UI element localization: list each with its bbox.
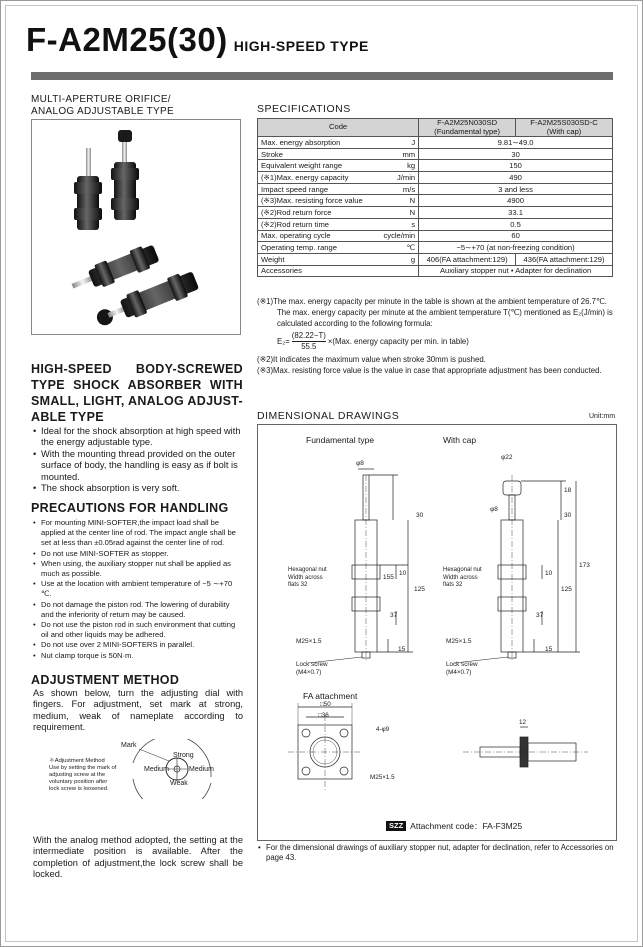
formula-denominator: 55.5 [301,342,317,351]
spec-label-text: Max. resisting force value [276,196,363,206]
spec-label-text: Max. energy capacity [276,172,349,182]
dial-medium-left-label: Medium [144,766,169,773]
formula-fraction [292,331,326,352]
spec-unit: s [377,218,419,230]
hexnut-width-label: Width across [288,574,323,581]
spec-label: Max. energy absorption [258,137,377,149]
shock-absorber-illustration [32,120,240,334]
spec-row-weight [258,253,613,265]
spec-row [258,195,613,207]
fa-attachment-label: FA attachment [303,691,358,701]
dial-medium-right-label: Medium [189,766,214,773]
spec-value: 490 [419,172,613,184]
adjustment-note [49,758,129,793]
formula-numerator: (82.22−T) [291,331,326,340]
spec-row [258,242,613,254]
spec-col-cap [516,119,613,137]
spec-unit: cycle/min [377,230,419,242]
spec-row [258,148,613,160]
spec-body [258,137,613,254]
precaution-item: • For mounting MINI-SOFTER,the impact load shall be applied at the center line of rod. The impact angle shall be set at less than ±0.05rad against the center line of rod. [33,518,243,549]
spec-label [258,218,377,230]
spec-value: 3 and less [419,183,613,195]
dimensional-drawings [257,424,617,841]
dim-173: 173 [579,562,590,569]
spec-label: Accessories [258,265,419,277]
dim-30-cap: 30 [564,512,572,519]
spec-unit: N [377,207,419,219]
spec-label: Impact speed range [258,183,377,195]
spec-row [258,207,613,219]
intro-heading [31,361,243,425]
intro-heading-line: ABLE TYPE [31,410,104,424]
adjustment-note-line: lock screw is loosened. [49,786,109,792]
hexnut-callout [288,567,327,590]
spec-row-accessories [258,265,613,277]
spec-col-fundamental [419,119,516,137]
model-type: HIGH-SPEED TYPE [233,38,369,54]
dim-155: 155 [383,574,394,581]
adjustment-note-line: adjusting screw at the [49,772,106,778]
adjustment-heading: ADJUSTMENT METHOD [31,673,180,687]
spec-label: Max. operating cycle [258,230,377,242]
spec-notes [257,296,615,376]
attachment-code-text: Attachment code：FA-F3M25 [410,821,523,831]
spec-note-ref: (※2) [261,219,277,229]
spec-label: Weight [258,253,377,265]
adjustment-closing: With the analog method adopted, the setting at the intermediate position is available. After the completion of adjustment,the lock screw shall be locked. [33,835,243,880]
fundamental-type-label: Fundamental type [306,435,375,445]
spec-unit: mm [377,148,419,160]
dial-mark-label: Mark [121,742,137,749]
spec-note-ref: (※1) [261,172,277,182]
subtitle-line: ANALOG ADJUSTABLE TYPE [31,106,174,117]
intro-bullet: • Ideal for the shock absorption at high speed with the energy adjustable type. [33,426,243,449]
attachment-code-badge: SZZ [386,821,406,831]
dim-15: 15 [398,646,406,653]
hexnut-label: Hexagonal nut [288,567,327,573]
hexnut-flats-label: flats 32 [288,582,308,588]
spec-value: 0.5 [419,218,613,230]
intro-heading-line: SMALL, LIGHT, ANALOG ADJUST- [31,394,243,408]
spec-label-text: Rod return time [276,219,329,229]
dim-12: 12 [519,719,527,726]
note-1b: The max. energy capacity per minute at the ambient temperature T(℃) mentioned as E₂(J/min) is calculated according to the following formula: [277,308,613,328]
footnote [258,843,614,863]
spec-unit: ℃ [377,242,419,254]
dim-phi8-cap: φ8 [490,506,498,513]
precaution-item: • Do not damage the piston rod. The lowering of durability and the inferiority of return may be caused. [33,600,243,620]
adjustment-note-line: voluntary position after [49,779,108,785]
lock-screw-label: Lock screw [446,661,478,668]
dim-125-cap: 125 [561,586,572,593]
spec-label: Equivalent weight range [258,160,377,172]
hexnut-callout-cap [443,567,482,590]
dim-sq50: □50 [320,701,331,708]
spec-note-ref: (※3) [261,196,277,206]
spec-row [258,172,613,184]
dim-sq36: □36 [318,712,329,719]
dim-18: 18 [564,487,572,494]
precautions-heading: PRECAUTIONS FOR HANDLING [31,501,229,515]
spec-col-fundamental-code: F-A2M25N030SD [437,118,498,127]
drawings-heading: DIMENSIONAL DRAWINGS [257,410,400,422]
spec-header-row [258,119,613,137]
product-photo [31,119,241,335]
footnote-text: • For the dimensional drawings of auxiliary stopper nut, adapter for declination, refer to Accessories on page 43. [258,843,614,863]
spec-value: 30 [419,148,613,160]
spec-value: 33.1 [419,207,613,219]
dim-phi22: φ22 [501,454,513,461]
lock-screw-callout [296,661,328,677]
dim-30: 30 [416,512,424,519]
precaution-item: • Nut clamp torque is 50N·m. [33,651,243,661]
intro-bullets [33,426,243,494]
spec-weight-b: 436(FA attachment:129) [516,253,613,265]
spec-unit: g [377,253,419,265]
spec-value: 9.81∼49.0 [419,137,613,149]
dim-phi8: φ8 [356,460,364,467]
dim-10: 10 [399,570,407,577]
subtitle [31,94,174,118]
drawing-lines [258,425,616,840]
spec-label-text: Rod return force [276,207,332,217]
spec-label [258,207,377,219]
attachment-code [386,820,522,832]
spec-label [258,195,377,207]
precaution-item: • Do not use over 2 MINI-SOFTERS in parallel. [33,640,243,650]
spec-value: Auxiliary stopper nut • Adapter for declination [419,265,613,277]
model-code: F-A2M25(30) [26,21,228,58]
precaution-item: • Do not use MINI-SOFTER as stopper. [33,549,243,559]
spec-col-cap-sub: (With cap) [546,126,582,136]
spec-row [258,183,613,195]
intro-bullet: • With the mounting thread provided on the outer surface of body, the handling is easy as if bolt is mounted. [33,449,243,483]
note-3: (※3)Max. resisting force value is the value in case that appropriate adjustment has been conducted. [257,366,602,375]
dim-37: 37 [390,612,398,619]
spec-value: 150 [419,160,613,172]
formula-rhs: ×(Max. energy capacity per min. in table) [327,337,469,346]
spec-col-code: Code [258,119,419,137]
page-title [26,21,369,59]
thread-label: M25×1.5 [296,638,322,645]
dim-15-cap: 15 [545,646,553,653]
with-cap-label: With cap [443,435,477,445]
thread-label-cap: M25×1.5 [446,638,472,645]
subtitle-line: MULTI-APERTURE ORIFICE/ [31,94,171,105]
spec-row [258,160,613,172]
spec-row [258,137,613,149]
dial-weak-label: Weak [170,780,188,787]
lock-screw-size: (M4×0.7) [446,669,472,676]
intro-heading-line: HIGH-SPEED BODY-SCREWED [31,362,243,376]
spec-weight-a: 406(FA attachment:129) [419,253,516,265]
lock-screw-size: (M4×0.7) [296,669,322,676]
hexnut-label: Hexagonal nut [443,567,482,573]
spec-unit: J/min [377,172,419,184]
adjustment-note-line: ＊Adjustment Method [49,758,105,764]
specifications-heading: SPECIFICATIONS [257,103,351,115]
precaution-item: • When using, the auxiliary stopper nut shall be applied as much as possible. [33,559,243,579]
title-bar [31,72,613,80]
spec-value: 60 [419,230,613,242]
note-2: (※2)It indicates the maximum value when stroke 30mm is pushed. [257,355,486,364]
spec-col-fundamental-sub: (Fundamental type) [434,126,501,136]
spec-unit: J [377,137,419,149]
spec-unit: m/s [377,183,419,195]
spec-value: 4900 [419,195,613,207]
hexnut-flats-label: flats 32 [443,582,463,588]
formula [257,331,615,352]
lock-screw-label: Lock screw [296,661,328,668]
dim-m25-fa: M25×1.5 [370,774,395,781]
spec-col-cap-code: F-A2M25S030SD-C [530,118,598,127]
spec-value: −5∼+70 (at non-freezing condition) [419,242,613,254]
note-1: (※1)The max. energy capacity per minute in the table is shown at the ambient temperature of 26.7℃. [257,297,607,306]
spec-label: Stroke [258,148,377,160]
dim-37-cap: 37 [536,612,544,619]
dial-strong-label: Strong [173,752,194,759]
spec-note-ref: (※2) [261,207,277,217]
drawings-unit: Unit:mm [589,413,616,420]
intro-bullet: • The shock absorption is very soft. [33,483,243,494]
hexnut-width-label: Width across [443,574,478,581]
adjustment-text: As shown below, turn the adjusting dial with fingers. For adjustment, set mark at strong, medium, weak of nameplate according to requirement. [33,688,243,733]
precautions-list [33,518,243,661]
adjustment-note-line: Use by setting the mark of [49,765,117,771]
precaution-item: • Do not use the piston rod in such environment that cutting oil and other liquids may be adhered. [33,620,243,640]
spec-row [258,230,613,242]
specifications-table [257,118,613,277]
spec-unit: N [377,195,419,207]
spec-unit: kg [377,160,419,172]
intro-heading-line: TYPE SHOCK ABSORBER WITH [31,378,243,392]
dim-holes: 4-φ9 [376,726,390,733]
precaution-item: • Use at the location with ambient temperature of −5 ∼+70 ℃. [33,579,243,599]
lock-screw-callout-cap [446,661,478,677]
spec-label [258,172,377,184]
spec-row [258,218,613,230]
spec-label: Operating temp. range [258,242,377,254]
dim-10-cap: 10 [545,570,553,577]
formula-lhs: E₂= [277,337,290,346]
dim-125: 125 [414,586,425,593]
